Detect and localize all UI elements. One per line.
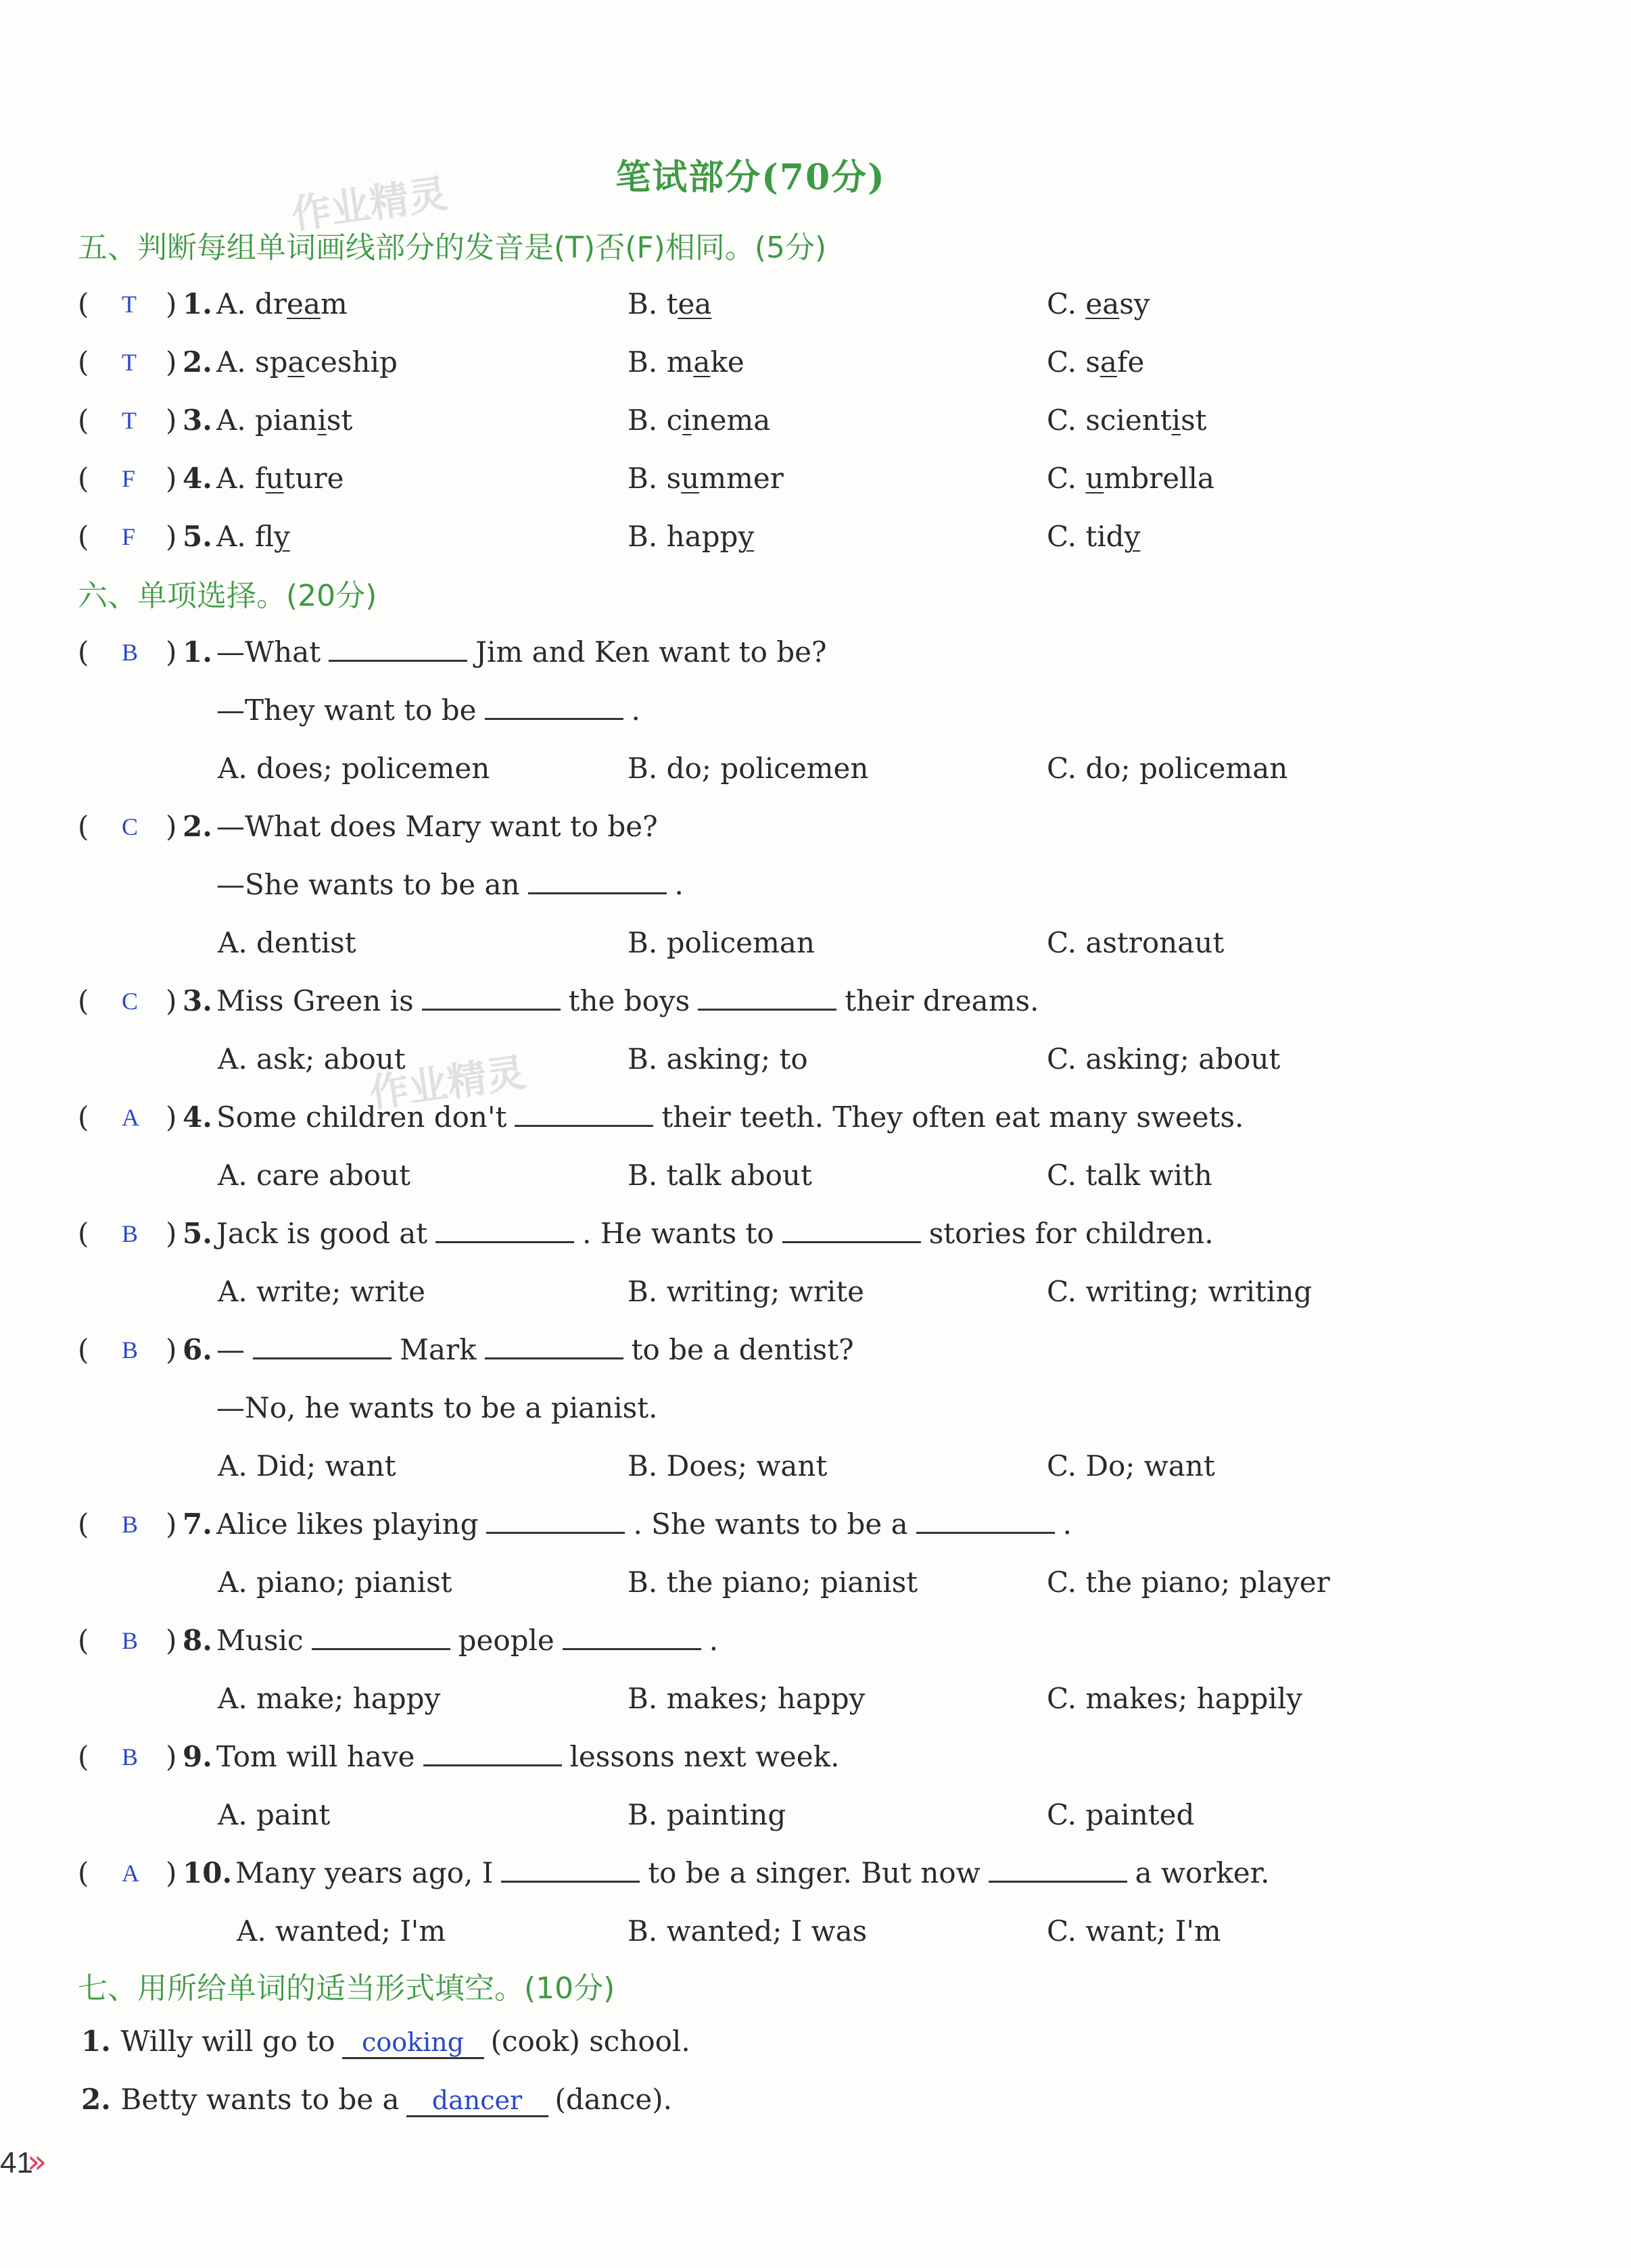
option-b: B. summer <box>628 462 784 495</box>
option-c: C. painted <box>1047 1798 1195 1831</box>
watermark: 作业精灵 <box>289 170 451 238</box>
answer-blank <box>329 640 467 662</box>
watermark: 作业精灵 <box>367 1049 529 1117</box>
fill-in-question: 2. Betty wants to be a dancer (dance). <box>81 2083 672 2116</box>
question-number: 5. <box>183 1217 212 1250</box>
question-number: 3. <box>183 404 212 437</box>
option-a: A. ask; about <box>218 1042 406 1076</box>
underlined-letters: a <box>1100 345 1117 379</box>
question-number: 9. <box>183 1740 212 1773</box>
question-number: 2. <box>183 345 212 379</box>
option-c: C. scientist <box>1047 404 1207 437</box>
option-b: B. wanted; I was <box>628 1914 868 1948</box>
question-number: 7. <box>183 1507 212 1541</box>
option-a: A. does; policemen <box>218 752 490 785</box>
option-a: A. write; write <box>218 1275 425 1308</box>
question-stem: Many years ago, I to be a singer. But now a worker. <box>235 1856 1270 1889</box>
option-a: A. paint <box>218 1798 331 1831</box>
option-b: B. policeman <box>628 926 815 959</box>
underlined-letters: u <box>681 462 700 495</box>
question-number: 8. <box>183 1624 212 1657</box>
answer-letter: B <box>122 1743 139 1770</box>
option-c: C. makes; happily <box>1047 1682 1303 1715</box>
answer-letter: C <box>122 813 139 840</box>
question-number: 6. <box>183 1333 212 1366</box>
answer-letter: A <box>122 1860 139 1887</box>
underlined-letters: y <box>738 520 755 553</box>
answer-bracket: ) <box>166 1507 177 1541</box>
underlined-letters: i <box>1171 404 1181 437</box>
answer-blank <box>989 1860 1127 1883</box>
question-stem: Alice likes playing . She wants to be a . <box>216 1507 1072 1541</box>
question-number: 1. <box>81 2025 121 2058</box>
answer-bracket: ( <box>78 520 89 553</box>
option-c: C. want; I'm <box>1047 1914 1221 1948</box>
question-number: 1. <box>183 635 212 669</box>
answer-blank <box>501 1860 640 1883</box>
fill-in-question: 1. Willy will go to cooking (cook) school. <box>81 2025 690 2058</box>
question-stem: Jack is good at . He wants to stories for children. <box>216 1217 1214 1250</box>
answer-bracket: ) <box>166 1101 177 1134</box>
option-a: A. future <box>216 462 344 495</box>
answer-blank <box>563 1628 701 1650</box>
option-c: C. safe <box>1047 345 1145 379</box>
question-stem: — Mark to be a dentist? <box>216 1333 854 1366</box>
answer-bracket: ) <box>166 287 177 320</box>
answer-bracket: ) <box>166 810 177 843</box>
answer-blank <box>485 698 623 720</box>
option-b: B. the piano; pianist <box>628 1566 918 1599</box>
question-stem: —They want to be . <box>216 694 640 727</box>
answer-letter: B <box>122 1627 139 1654</box>
answer-blank <box>485 1337 623 1359</box>
answer-bracket: ( <box>78 1856 89 1889</box>
question-number: 4. <box>183 1101 212 1134</box>
option-c: C. do; policeman <box>1047 752 1288 785</box>
answer-bracket: ( <box>78 984 89 1017</box>
question-stem: Tom will have lessons next week. <box>216 1740 840 1773</box>
option-b: B. painting <box>628 1798 786 1831</box>
option-b: B. asking; to <box>628 1042 808 1076</box>
option-a: A. care about <box>218 1159 411 1192</box>
answer-bracket: ( <box>78 462 89 495</box>
answer-bracket: ( <box>78 1101 89 1134</box>
underlined-letters: i <box>682 404 692 437</box>
answer-blank <box>422 988 561 1011</box>
option-c: C. umbrella <box>1047 462 1214 495</box>
answer-bracket: ) <box>166 1856 177 1889</box>
option-c: C. Do; want <box>1047 1449 1215 1482</box>
question-number: 4. <box>183 462 212 495</box>
answer-bracket: ( <box>78 1624 89 1657</box>
question-number: 1. <box>183 287 212 320</box>
underlined-letters: u <box>265 462 284 495</box>
underlined-letters: ea <box>1085 287 1120 320</box>
option-a: A. make; happy <box>218 1682 441 1715</box>
underlined-letters: i <box>317 404 327 437</box>
answer-blank <box>312 1628 450 1650</box>
answer-bracket: ( <box>78 1507 89 1541</box>
filled-answer: dancer <box>406 2085 548 2117</box>
option-a: A. fly <box>216 520 290 553</box>
answer-bracket: ( <box>78 1333 89 1366</box>
question-stem: Some children don't their teeth. They often eat many sweets. <box>216 1101 1244 1134</box>
option-c: C. asking; about <box>1047 1042 1281 1076</box>
answer-blank <box>528 872 667 894</box>
option-a: A. wanted; I'm <box>237 1914 446 1948</box>
underlined-letters: u <box>1085 462 1104 495</box>
section-heading: 五、判断每组单词画线部分的发音是(T)否(F)相同。(5分) <box>78 231 827 265</box>
option-a: A. piano; pianist <box>218 1566 452 1599</box>
section-heading: 六、单项选择。(20分) <box>78 579 377 613</box>
answer-bracket: ) <box>166 635 177 669</box>
question-stem: —What does Mary want to be? <box>216 810 658 843</box>
answer-letter: F <box>122 523 136 550</box>
option-b: B. makes; happy <box>628 1682 866 1715</box>
option-b: B. do; policemen <box>628 752 869 785</box>
answer-blank <box>253 1337 392 1359</box>
option-c: C. astronaut <box>1047 926 1225 959</box>
answer-letter: T <box>122 349 137 376</box>
section-heading: 七、用所给单词的适当形式填空。(10分) <box>78 1971 615 2006</box>
option-a: A. pianist <box>216 404 353 437</box>
answer-bracket: ( <box>78 1740 89 1773</box>
option-b: B. talk about <box>628 1159 812 1192</box>
answer-blank <box>515 1105 653 1127</box>
answer-bracket: ( <box>78 287 89 320</box>
question-number: 5. <box>183 520 212 553</box>
answer-letter: T <box>122 407 137 434</box>
answer-bracket: ) <box>166 462 177 495</box>
answer-letter: B <box>122 639 139 666</box>
option-c: C. tidy <box>1047 520 1141 553</box>
option-a: A. Did; want <box>218 1449 396 1482</box>
answer-blank <box>916 1512 1055 1534</box>
option-c: C. talk with <box>1047 1159 1212 1192</box>
question-number: 10. <box>183 1856 233 1889</box>
answer-letter: F <box>122 465 136 492</box>
answer-bracket: ) <box>166 984 177 1017</box>
option-c: C. easy <box>1047 287 1150 320</box>
question-stem: Miss Green is the boys their dreams. <box>216 984 1039 1017</box>
answer-blank <box>423 1744 562 1766</box>
underlined-letters: a <box>693 345 711 379</box>
answer-blank <box>698 988 836 1011</box>
answer-letter: C <box>122 988 139 1015</box>
option-a: A. dentist <box>218 926 356 959</box>
question-stem: —She wants to be an . <box>216 868 684 901</box>
option-b: B. writing; write <box>628 1275 864 1308</box>
answer-bracket: ) <box>166 345 177 379</box>
question-number: 2. <box>81 2083 121 2116</box>
answer-letter: B <box>122 1336 139 1364</box>
option-a: A. dream <box>216 287 348 320</box>
answer-bracket: ) <box>166 404 177 437</box>
answer-bracket: ) <box>166 1740 177 1773</box>
page-number: 41 <box>0 2146 33 2179</box>
underlined-letters: ea <box>678 287 712 320</box>
underlined-letters: y <box>274 520 290 553</box>
answer-bracket: ) <box>166 520 177 553</box>
answer-bracket: ( <box>78 810 89 843</box>
answer-letter: B <box>122 1220 139 1247</box>
question-stem: Music people . <box>216 1624 719 1657</box>
answer-bracket: ( <box>78 1217 89 1250</box>
answer-bracket: ) <box>166 1333 177 1366</box>
option-a: A. spaceship <box>216 345 398 379</box>
question-number: 2. <box>183 810 212 843</box>
filled-answer: cooking <box>342 2027 484 2059</box>
question-number: 3. <box>183 984 212 1017</box>
question-stem: —What Jim and Ken want to be? <box>216 635 827 669</box>
page-title: 笔试部分(70分) <box>615 157 886 198</box>
option-b: B. cinema <box>628 404 771 437</box>
option-b: B. tea <box>628 287 712 320</box>
answer-bracket: ) <box>166 1217 177 1250</box>
underlined-letters: y <box>1124 520 1141 553</box>
option-b: B. make <box>628 345 744 379</box>
answer-letter: A <box>122 1104 139 1131</box>
answer-letter: T <box>122 291 137 318</box>
option-b: B. happy <box>628 520 755 553</box>
double-chevron-icon: » <box>27 2143 47 2181</box>
answer-letter: B <box>122 1511 139 1538</box>
option-c: C. the piano; player <box>1047 1566 1330 1599</box>
answer-blank <box>486 1512 625 1534</box>
answer-bracket: ( <box>78 345 89 379</box>
answer-blank <box>435 1221 574 1243</box>
option-c: C. writing; writing <box>1047 1275 1313 1308</box>
underlined-letters: ea <box>287 287 321 320</box>
answer-bracket: ) <box>166 1624 177 1657</box>
underlined-letters: a <box>287 345 305 379</box>
answer-bracket: ( <box>78 404 89 437</box>
question-stem: —No, he wants to be a pianist. <box>216 1391 658 1424</box>
answer-bracket: ( <box>78 635 89 669</box>
answer-blank <box>782 1221 921 1243</box>
option-b: B. Does; want <box>628 1449 828 1482</box>
